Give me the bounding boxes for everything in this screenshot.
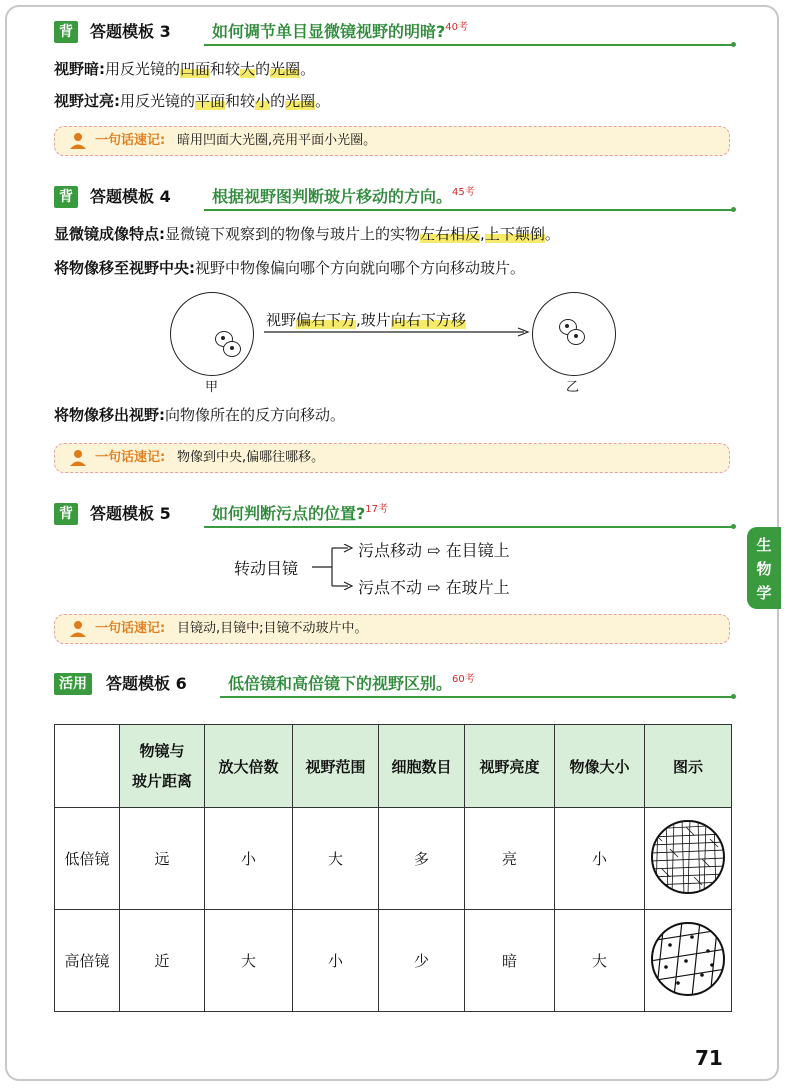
table-header: 物镜与 玻片距离 <box>120 725 205 808</box>
section-badge: 背 <box>54 21 78 43</box>
hollow-arrow-icon: ⇨ <box>427 541 441 560</box>
reader-icon <box>69 132 87 150</box>
flow-bracket <box>312 544 362 590</box>
memo-text: 目镜动,目镜中;目镜不动玻片中。 <box>177 621 368 636</box>
table-cell: 多 <box>379 808 465 910</box>
section-badge: 背 <box>54 186 78 208</box>
table-header: 放大倍数 <box>205 725 293 808</box>
table-cell: 近 <box>120 910 205 1012</box>
direction-arrow <box>262 326 532 338</box>
cell <box>223 341 241 357</box>
table-header-row <box>55 725 732 808</box>
table-header: 物像大小 <box>555 725 645 808</box>
memo-label: 一句话速记: <box>95 450 166 465</box>
s3-bright-line: 视野过亮:用反光镜的平面和较小的光圈。 <box>54 92 331 110</box>
left-field-label: 甲 <box>205 380 219 395</box>
memo-text: 物像到中央,偏哪往哪移。 <box>177 450 325 465</box>
table-header: 图示 <box>645 725 732 808</box>
section-question: 如何判断污点的位置?$^{17考}$ <box>212 504 389 523</box>
table-cell: 大 <box>293 808 379 910</box>
right-field-label: 乙 <box>566 380 580 395</box>
reader-icon <box>69 620 87 638</box>
section-question: 如何调节单目显微镜视野的明暗?$^{40考}$ <box>212 22 469 41</box>
section-badge: 活用 <box>54 673 92 695</box>
table-header: 细胞数目 <box>379 725 465 808</box>
table-cell-image <box>645 808 732 910</box>
s3-memo <box>54 126 730 156</box>
table-cell: 小 <box>293 910 379 1012</box>
section-3-header <box>54 21 734 45</box>
s3-dark-line: 视野暗:用反光镜的凹面和较大的光圈。 <box>54 60 316 78</box>
arrow-caption: 视野偏右下方,玻片向右下方移 <box>266 311 466 329</box>
flow-branch-2: 污点不动 ⇨ 在玻片上 <box>358 578 510 597</box>
row-label: 低倍镜 <box>55 808 120 910</box>
table-cell-image <box>645 910 732 1012</box>
row-label: 高倍镜 <box>55 910 120 1012</box>
table-cell: 小 <box>555 808 645 910</box>
comparison-table <box>54 724 732 1012</box>
s4-memo <box>54 443 730 473</box>
table-cell: 小 <box>205 808 293 910</box>
flow-root: 转动目镜 <box>234 559 299 578</box>
table-cell: 大 <box>205 910 293 1012</box>
cell <box>567 329 585 345</box>
s4-out-line: 将物像移出视野:向物像所在的反方向移动。 <box>54 406 346 424</box>
table-corner <box>55 725 120 808</box>
table-row <box>55 910 732 1012</box>
section-label: 答题模板 5 <box>90 504 171 523</box>
table-cell: 少 <box>379 910 465 1012</box>
section-4-header <box>54 186 734 210</box>
section-question: 低倍镜和高倍镜下的视野区别。$^{60考}$ <box>228 674 475 693</box>
hollow-arrow-icon: ⇨ <box>427 578 441 597</box>
section-5-header <box>54 503 734 527</box>
subject-side-tab: 生 物 学 <box>747 527 781 609</box>
table-cell: 远 <box>120 808 205 910</box>
s5-memo <box>54 614 730 644</box>
flow-branch-1: 污点移动 ⇨ 在目镜上 <box>358 541 510 560</box>
reader-icon <box>69 449 87 467</box>
memo-text: 暗用凹面大光圈,亮用平面小光圈。 <box>177 133 377 148</box>
low-power-cells-image <box>650 819 726 895</box>
table-header: 视野范围 <box>293 725 379 808</box>
section-badge: 背 <box>54 503 78 525</box>
section-question: 根据视野图判断玻片移动的方向。$^{45考}$ <box>212 187 475 206</box>
section-6-header <box>54 673 734 697</box>
table-row <box>55 808 732 910</box>
field-of-view-right <box>532 292 616 376</box>
section-label: 答题模板 3 <box>90 22 171 41</box>
field-of-view-left <box>170 292 254 376</box>
section-label: 答题模板 6 <box>106 674 187 693</box>
s4-feature-line: 显微镜成像特点:显微镜下观察到的物像与玻片上的实物左右相反,上下颠倒。 <box>54 225 560 243</box>
page-number: 71 <box>695 1046 723 1070</box>
table-cell: 大 <box>555 910 645 1012</box>
s4-center-line: 将物像移至视野中央:视野中物像偏向哪个方向就向哪个方向移动玻片。 <box>54 259 526 277</box>
memo-label: 一句话速记: <box>95 621 166 636</box>
high-power-cells-image <box>650 921 726 997</box>
section-label: 答题模板 4 <box>90 187 171 206</box>
memo-label: 一句话速记: <box>95 133 166 148</box>
table-cell: 暗 <box>465 910 555 1012</box>
table-header: 视野亮度 <box>465 725 555 808</box>
table-cell: 亮 <box>465 808 555 910</box>
